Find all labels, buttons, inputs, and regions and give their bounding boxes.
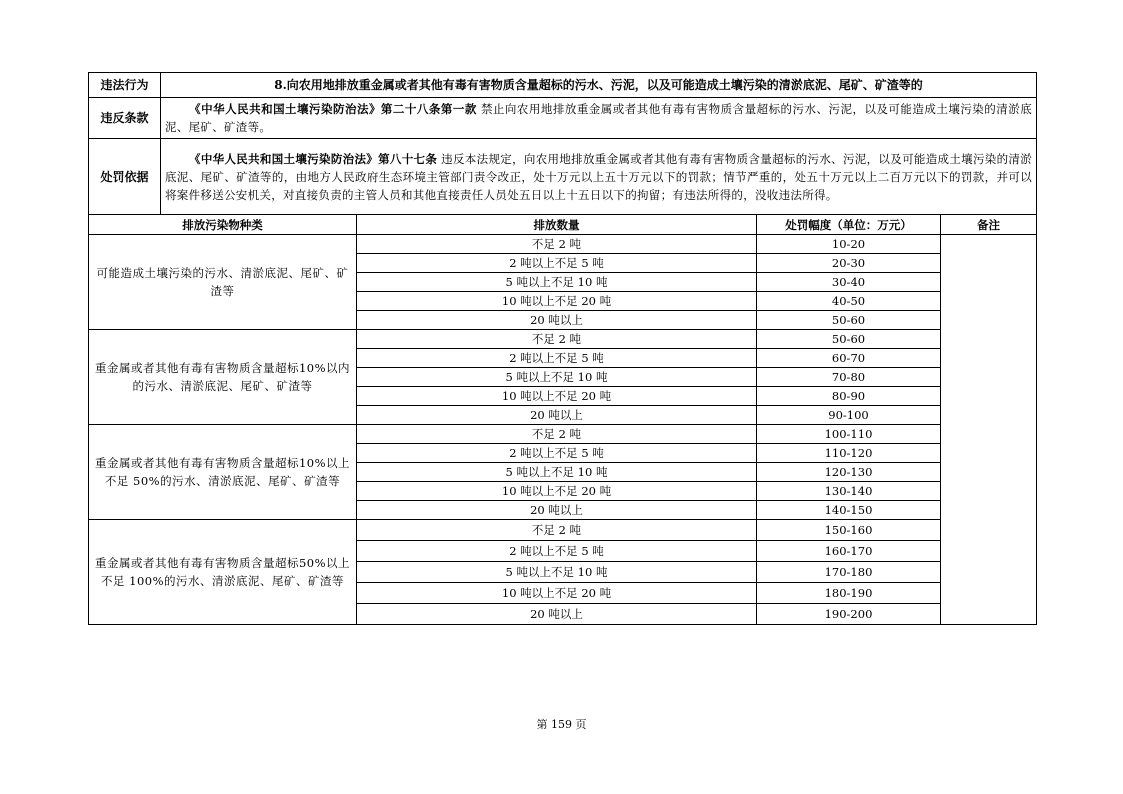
clause-text: 禁止向农用地排放重金属或者其他有毒有害物质含量超标的污水、污泥，以及可能造成土壤污染的清淤底泥、尾矿、矿渣等。 bbox=[165, 102, 1033, 134]
penalty-range: 110-120 bbox=[757, 444, 941, 463]
discharge-quantity: 不足 2 吨 bbox=[357, 235, 757, 254]
basis-content bbox=[161, 139, 1037, 215]
clause-content bbox=[161, 98, 1037, 139]
discharge-quantity: 20 吨以上 bbox=[357, 406, 757, 425]
discharge-quantity: 5 吨以上不足 10 吨 bbox=[357, 463, 757, 482]
violation-text: 8.向农用地排放重金属或者其他有毒有害物质含量超标的污水、污泥，以及可能造成土壤污染的清淤底泥、尾矿、矿渣等的 bbox=[161, 73, 1037, 98]
penalty-range: 180-190 bbox=[757, 583, 941, 604]
penalty-range: 170-180 bbox=[757, 562, 941, 583]
discharge-quantity: 2 吨以上不足 5 吨 bbox=[357, 444, 757, 463]
discharge-quantity: 不足 2 吨 bbox=[357, 425, 757, 444]
col-header-quantity: 排放数量 bbox=[357, 215, 757, 235]
discharge-quantity: 20 吨以上 bbox=[357, 311, 757, 330]
penalty-range: 160-170 bbox=[757, 541, 941, 562]
penalty-range: 80-90 bbox=[757, 387, 941, 406]
discharge-quantity: 10 吨以上不足 20 吨 bbox=[357, 583, 757, 604]
penalty-range: 190-200 bbox=[757, 604, 941, 625]
pollutant-category: 可能造成土壤污染的污水、清淤底泥、尾矿、矿渣等 bbox=[89, 235, 357, 330]
penalty-rows bbox=[89, 235, 1037, 625]
penalty-range: 100-110 bbox=[757, 425, 941, 444]
column-header-row bbox=[89, 215, 1037, 235]
penalty-table bbox=[88, 72, 1037, 625]
table-row bbox=[89, 520, 1037, 541]
col-header-remark: 备注 bbox=[941, 215, 1037, 235]
basis-row bbox=[89, 139, 1037, 215]
clause-label: 违反条款 bbox=[89, 98, 161, 139]
penalty-document bbox=[88, 72, 1036, 625]
violation-label: 违法行为 bbox=[89, 73, 161, 98]
penalty-range: 30-40 bbox=[757, 273, 941, 292]
clause-row bbox=[89, 98, 1037, 139]
table-row bbox=[89, 330, 1037, 349]
penalty-range: 10-20 bbox=[757, 235, 941, 254]
discharge-quantity: 不足 2 吨 bbox=[357, 330, 757, 349]
discharge-quantity: 2 吨以上不足 5 吨 bbox=[357, 349, 757, 368]
discharge-quantity: 2 吨以上不足 5 吨 bbox=[357, 254, 757, 273]
page-number: 第 159 页 bbox=[536, 718, 587, 731]
penalty-range: 150-160 bbox=[757, 520, 941, 541]
discharge-quantity: 2 吨以上不足 5 吨 bbox=[357, 541, 757, 562]
remark-cell bbox=[941, 235, 1037, 625]
pollutant-category: 重金属或者其他有毒有害物质含量超标50%以上不足 100%的污水、清淤底泥、尾矿、矿渣等 bbox=[89, 520, 357, 625]
penalty-range: 120-130 bbox=[757, 463, 941, 482]
col-header-penalty: 处罚幅度（单位：万元） bbox=[757, 215, 941, 235]
penalty-range: 40-50 bbox=[757, 292, 941, 311]
discharge-quantity: 20 吨以上 bbox=[357, 501, 757, 520]
penalty-range: 20-30 bbox=[757, 254, 941, 273]
discharge-quantity: 5 吨以上不足 10 吨 bbox=[357, 368, 757, 387]
discharge-quantity: 10 吨以上不足 20 吨 bbox=[357, 387, 757, 406]
pollutant-category: 重金属或者其他有毒有害物质含量超标10%以上不足 50%的污水、清淤底泥、尾矿、矿渣等 bbox=[89, 425, 357, 520]
penalty-range: 130-140 bbox=[757, 482, 941, 501]
discharge-quantity: 10 吨以上不足 20 吨 bbox=[357, 292, 757, 311]
penalty-range: 50-60 bbox=[757, 330, 941, 349]
basis-label: 处罚依据 bbox=[89, 139, 161, 215]
discharge-quantity: 不足 2 吨 bbox=[357, 520, 757, 541]
pollutant-category: 重金属或者其他有毒有害物质含量超标10%以内的污水、清淤底泥、尾矿、矿渣等 bbox=[89, 330, 357, 425]
violation-row bbox=[89, 73, 1037, 98]
penalty-range: 70-80 bbox=[757, 368, 941, 387]
penalty-range: 90-100 bbox=[757, 406, 941, 425]
col-header-category: 排放污染物种类 bbox=[89, 215, 357, 235]
discharge-quantity: 5 吨以上不足 10 吨 bbox=[357, 562, 757, 583]
basis-text: 违反本法规定，向农用地排放重金属或者其他有毒有害物质含量超标的污水、污泥，以及可能造成土壤污染的清淤底泥、尾矿、矿渣等的，由地方人民政府生态环境主管部门责令改正，处十万元以上五十万元以下的罚款；情节严重的，处五十万元以上二百万元以下的罚款，并可以将案件移送公安机关，对直接负责的主管人员和其他直接责任人员处五日以上十五日以下的拘留；有违法所得的，没收违法所得。 bbox=[165, 151, 1033, 202]
discharge-quantity: 5 吨以上不足 10 吨 bbox=[357, 273, 757, 292]
table-row bbox=[89, 235, 1037, 254]
table-row bbox=[89, 425, 1037, 444]
discharge-quantity: 20 吨以上 bbox=[357, 604, 757, 625]
discharge-quantity: 10 吨以上不足 20 吨 bbox=[357, 482, 757, 501]
penalty-range: 60-70 bbox=[757, 349, 941, 368]
basis-law-title: 《中华人民共和国土壤污染防治法》第八十七条 bbox=[189, 151, 438, 166]
clause-law-title: 《中华人民共和国土壤污染防治法》第二十八条第一款 bbox=[189, 102, 477, 116]
penalty-range: 50-60 bbox=[757, 311, 941, 330]
penalty-range: 140-150 bbox=[757, 501, 941, 520]
